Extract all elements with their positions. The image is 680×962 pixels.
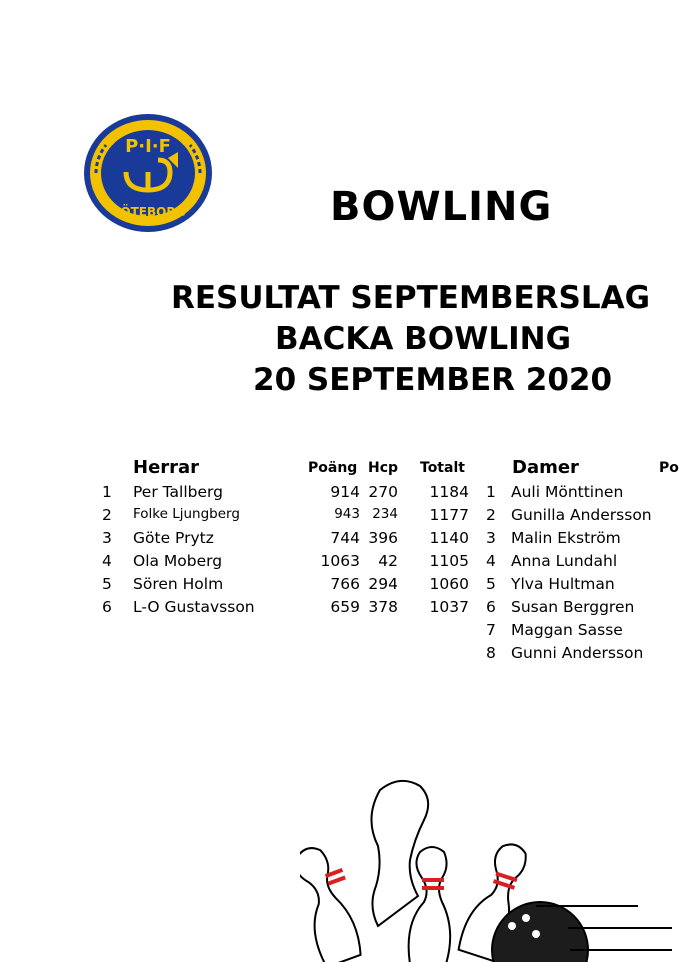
hcp-cell: 294 (368, 575, 398, 593)
herrar-header: Herrar (133, 457, 200, 478)
pif-goteborg-logo (82, 112, 214, 234)
rank-cell: 1 (486, 483, 496, 501)
name-cell: Maggan Sasse (511, 621, 623, 639)
name-cell: Per Tallberg (133, 483, 223, 501)
rank-cell: 6 (486, 598, 496, 616)
rank-cell: 8 (486, 644, 496, 662)
totalt-cell: 1105 (429, 552, 469, 570)
damer-row (0, 621, 680, 644)
rank-cell: 3 (102, 529, 112, 547)
name-cell: Susan Berggren (511, 598, 635, 616)
name-cell: Gunilla Andersson (511, 506, 652, 524)
damer-row (0, 552, 680, 575)
rank-cell: 2 (102, 506, 112, 524)
rank-cell: 6 (102, 598, 112, 616)
totalt-cell: 1140 (429, 529, 469, 547)
rank-cell: 5 (486, 575, 496, 593)
name-cell: Gunni Andersson (511, 644, 644, 662)
rank-cell: 4 (102, 552, 112, 570)
name-cell: Ylva Hultman (511, 575, 615, 593)
totalt-cell: 1060 (429, 575, 469, 593)
logo-bottom-text: GÖTEBORG (110, 205, 186, 219)
herrar-col-poang: Poäng (308, 460, 358, 476)
damer-row (0, 598, 680, 621)
name-cell: Malin Ekström (511, 529, 621, 547)
hcp-cell: 396 (368, 529, 398, 547)
rank-cell: 4 (486, 552, 496, 570)
rank-cell: 5 (102, 575, 112, 593)
bowling-pins-illustration (300, 770, 680, 962)
poang-cell: 766 (330, 575, 360, 593)
name-cell: Göte Prytz (133, 529, 214, 547)
rank-cell: 1 (102, 483, 112, 501)
damer-col-poang: Po (659, 460, 679, 476)
poang-cell: 659 (330, 598, 360, 616)
damer-row (0, 483, 680, 506)
subtitle-event: RESULTAT SEPTEMBERSLAG (171, 280, 651, 316)
rank-cell: 2 (486, 506, 496, 524)
rank-cell: 7 (486, 621, 496, 639)
poang-cell: 943 (334, 506, 360, 522)
hcp-cell: 234 (372, 506, 398, 522)
poang-cell: 914 (330, 483, 360, 501)
poang-cell: 1063 (320, 552, 360, 570)
damer-row (0, 506, 680, 529)
name-cell: L-O Gustavsson (133, 598, 255, 616)
name-cell: Anna Lundahl (511, 552, 618, 570)
totalt-cell: 1184 (429, 483, 469, 501)
hcp-cell: 42 (378, 552, 398, 570)
rank-cell: 3 (486, 529, 496, 547)
damer-header: Damer (512, 457, 579, 478)
name-cell: Folke Ljungberg (133, 506, 240, 522)
hcp-cell: 378 (368, 598, 398, 616)
subtitle-venue: BACKA BOWLING (275, 321, 572, 357)
poang-cell: 744 (330, 529, 360, 547)
damer-row (0, 644, 680, 667)
damer-row (0, 575, 680, 598)
herrar-col-hcp: Hcp (368, 460, 399, 476)
totalt-cell: 1177 (429, 506, 469, 524)
logo-top-text: P·I·F (125, 136, 171, 157)
name-cell: Sören Holm (133, 575, 224, 593)
totalt-cell: 1037 (429, 598, 469, 616)
page-title: BOWLING (330, 184, 553, 230)
hcp-cell: 270 (368, 483, 398, 501)
subtitle-date: 20 SEPTEMBER 2020 (253, 362, 613, 398)
herrar-col-totalt: Totalt (420, 460, 465, 476)
damer-row (0, 529, 680, 552)
name-cell: Ola Moberg (133, 552, 223, 570)
name-cell: Auli Mönttinen (511, 483, 624, 501)
